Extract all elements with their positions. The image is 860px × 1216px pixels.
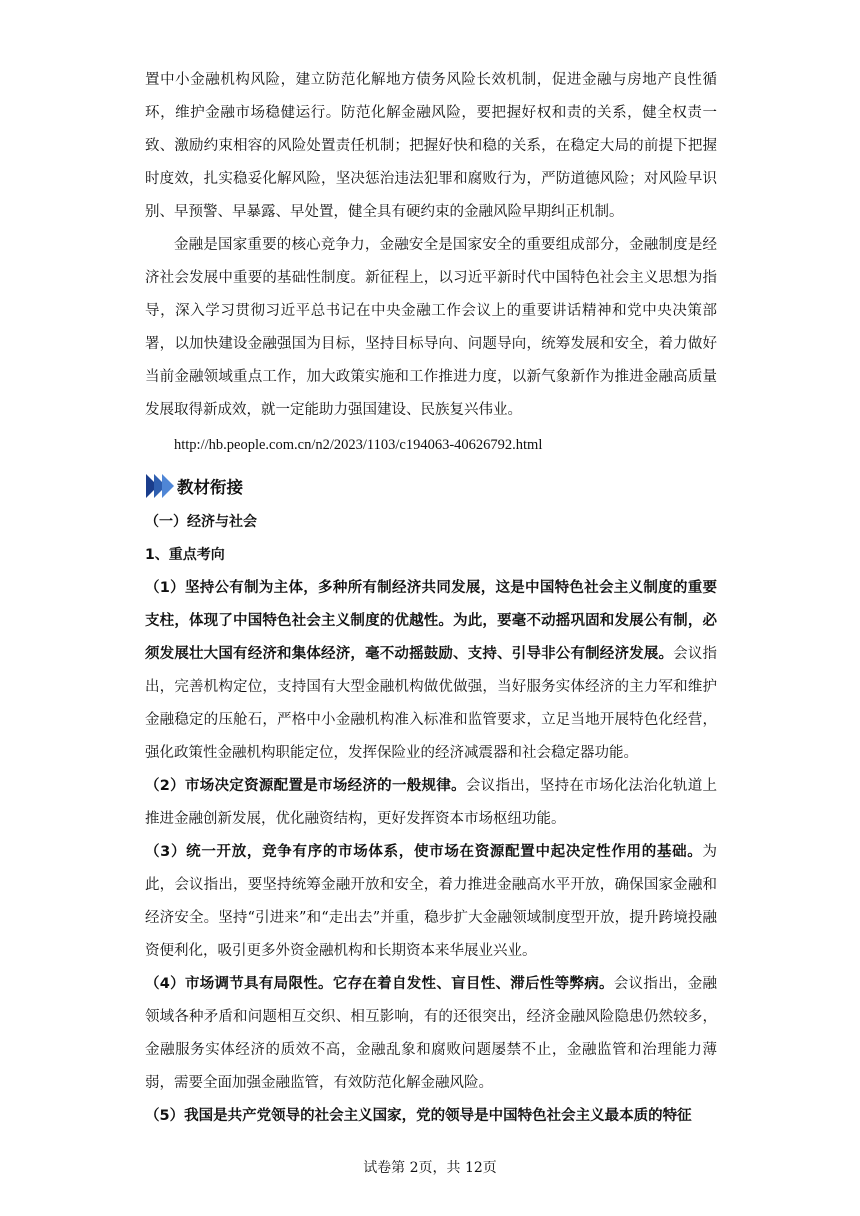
- item-bold-text: （1）坚持公有制为主体，多种所有制经济共同发展，这是中国特色社会主义制度的重要支柱，体现了中国特色社会主义制度的优越性。为此，要毫不动摇巩固和发展公有制，必须发展壮大国有经济和集体经济，毫不动摇鼓励、支持、引导非公有制经济发展。: [145, 580, 717, 662]
- list-item: [145, 836, 717, 968]
- item-bold-text: （2）市场决定资源配置是市场经济的一般规律。: [145, 778, 466, 794]
- page-footer: 试卷第 2页，共 12页: [363, 1160, 497, 1176]
- source-link[interactable]: http://hb.people.com.cn/n2/2023/1103/c194063-40626792.html: [174, 437, 543, 453]
- section-header: [145, 466, 717, 506]
- item-text: 会议指出，金融领域各种矛盾和问题相互交织、相互影响，有的还很突出，经济金融风险隐患仍然较多，金融服务实体经济的质效不高，金融乱象和腐败问题屡禁不止，金融监管和治理能力薄弱，需要全面加强金融监管，有效防范化解金融风险。: [145, 976, 718, 1091]
- page-content: [145, 64, 717, 1133]
- paragraph-continued: 置中小金融机构风险，建立防范化解地方债务风险长效机制，促进金融与房地产良性循环，维护金融市场稳健运行。防范化解金融风险，要把握好权和责的关系，健全权责一致、激励约束相容的风险处置责任机制；把握好快和稳的关系，在稳定大局的前提下把握时度效，扎实稳妥化解风险，坚决惩治违法犯罪和腐败行为，严防道德风险；对风险早识别、早预警、早暴露、早处置，健全具有硬约束的金融风险早期纠正机制。: [145, 72, 717, 220]
- paragraph-main: 金融是国家重要的核心竞争力，金融安全是国家安全的重要组成部分，金融制度是经济社会发展中重要的基础性制度。新征程上，以习近平新时代中国特色社会主义思想为指导，深入学习贯彻习近平总书记在中央金融工作会议上的重要讲话精神和党中央决策部署，以加快建设金融强国为目标，坚持目标导向、问题导向，统筹发展和安全，着力做好当前金融领域重点工作，加大政策实施和工作推进力度，以新气象新作为推进金融高质量发展取得新成效，就一定能助力强国建设、民族复兴伟业。: [145, 237, 717, 418]
- list-item: [145, 572, 717, 770]
- item-text: 为此，会议指出，要坚持统筹金融开放和安全，着力推进金融高水平开放，确保国家金融和经济安全。坚持“引进来”和“走出去”并重，稳步扩大金融领域制度型开放，提升跨境投融资便利化，吸引更多外资金融机构和长期资本来华展业兴业。: [145, 844, 717, 959]
- item-text: 会议指出，完善机构定位，支持国有大型金融机构做优做强，当好服务实体经济的主力军和维护金融稳定的压舱石，严格中小金融机构准入标准和监管要求，立足当地开展特色化经营，强化政策性金融机构职能定位，发挥保险业的经济减震器和社会稳定器功能。: [145, 646, 717, 761]
- item-text: 会议指出，坚持在市场化法治化轨道上推进金融创新发展，优化融资结构，更好发挥资本市场枢纽功能。: [145, 778, 717, 827]
- item-bold-text: （4）市场调节具有局限性。它存在着自发性、盲目性、滞后性等弊病。: [145, 976, 614, 992]
- point-heading: 1、重点考向: [145, 547, 225, 563]
- list-item: [145, 1100, 717, 1133]
- list-item: [145, 968, 717, 1100]
- sub-heading: （一）经济与社会: [145, 514, 257, 530]
- list-item: [145, 770, 717, 836]
- item-bold-text: （5）我国是共产党领导的社会主义国家，党的领导是中国特色社会主义最本质的特征: [145, 1108, 692, 1124]
- item-bold-text: （3）统一开放，竞争有序的市场体系，使市场在资源配置中起决定性作用的基础。: [145, 844, 703, 860]
- double-arrow-icon: [145, 473, 175, 499]
- section-title: 教材衔接: [177, 478, 243, 497]
